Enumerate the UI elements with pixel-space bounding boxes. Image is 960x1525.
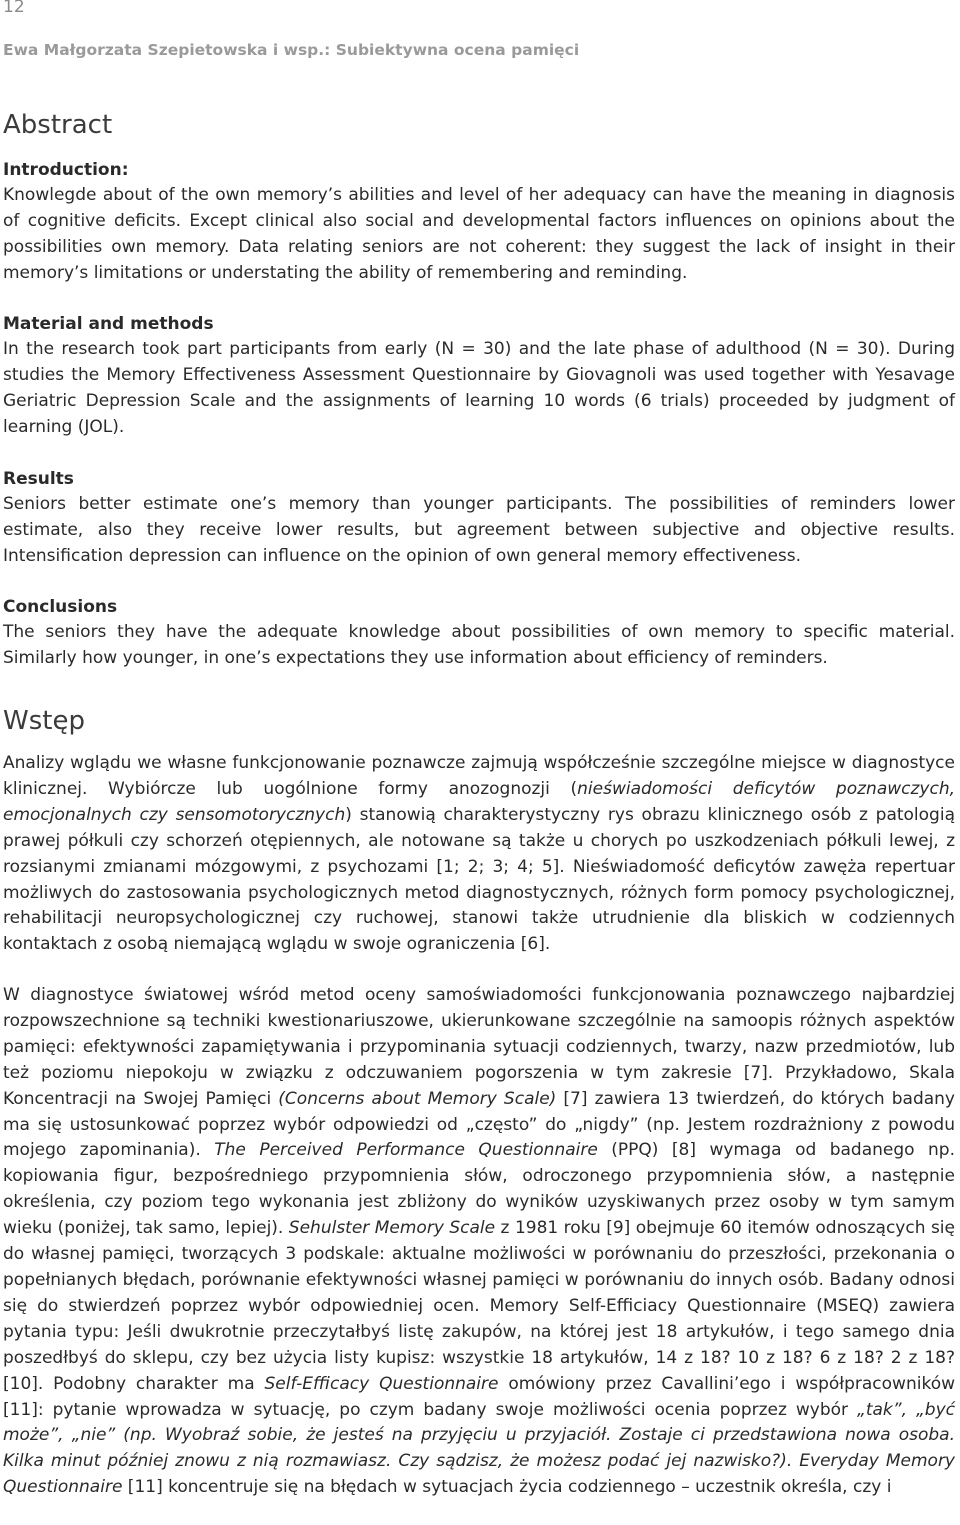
p2-text-b: [7] zawiera 13 twierdzeń, do których badany ma się ustosunkować poprzez wybór odpowiedzi od „często” do „nigdy” (np. Jestem rozdrażniony z powodu mojego zapominania). — [3, 1088, 955, 1161]
running-head: Ewa Małgorzata Szepietowska i wsp.: Subiektywna ocena pamięci — [3, 41, 580, 59]
methods-text: In the research took part participants from early (N = 30) and the late phase of adulthood (N = 30). During studies the Memory Effectiveness Assessment Questionnaire by Giovagnoli was used together with Yesavage Geriatric Depression Scale and the assignments of learning 10 words (6 trials) proceeded by judgment of learning (JOL). — [3, 339, 955, 437]
abstract-title: Abstract — [3, 110, 113, 140]
p2-text-d: z 1981 roku [9] obejmuje 60 itemów odnoszących się do własnej pamięci, tworzących 3 podskale: aktualne możliwości w porównaniu do przeszłości, przekonania o popełnianych błędach, porównanie efektywności własnej pamięci w porównaniu do innych osób. Badany odnosi się do stwierdzeń poprzez wybór odpowiedniej ocen. Memory Self-Efficiacy Questionnaire (MSEQ) zawiera pytania typu: Jeśli dwukrotnie przeczytałbyś listę zakupów, na której jest 18 artykułów, i tego samego dnia poszedłbyś do sklepu, czy bez użycia listy kupisz: wszystkie 18 artykułów, 14 z 18? 10 z 18? 6 z 18? 2 z 18? [10]. Podobny charakter ma — [3, 1218, 955, 1394]
conclusions-text: The seniors they have the adequate knowledge about possibilities of own memory to specific material. Similarly how younger, in one’s expectations they use information about efficiency of reminders. — [3, 622, 955, 668]
p2-text-c: (PPQ) [8] wymaga od badanego np. kopiowania figur, bezpośredniego przypomnienia słów, odroczonego przypomnienia słów, a następnie określenia, czy poziom tego wykonania jest zbliżony do wyników uzyskiwanych przez osoby w tym samym wieku (poniżej, tak samo, lepiej). — [3, 1140, 956, 1239]
p2-italic-3: Sehulster Memory Scale — [288, 1218, 496, 1239]
results-text: Seniors better estimate one’s memory than younger participants. The possibilities of reminders lower estimate, also they receive lower results, but agreement between subjective and objective results. Intensification depression can influence on the opinion of own general memory effectiveness. — [3, 494, 955, 566]
intro-paragraph-1 — [3, 751, 955, 958]
p2-italic-6: Everyday Memory Questionnaire — [3, 1451, 955, 1498]
introduction-heading: Introduction: — [3, 160, 129, 180]
intro-title: Wstęp — [3, 706, 85, 736]
p2-text-e: omówiony przez Cavallini’ego i współpracowników [11]: pytanie wprowadza w sytuację, po czym badany swoje możliwości ocenia poprzez wybór — [3, 1373, 956, 1420]
conclusions-heading: Conclusions — [3, 597, 118, 617]
p2-text-a: W diagnostyce światowej wśród metod oceny samoświadomości funkcjonowania poznawczego najbardziej rozpowszechnione są techniki kwestionariuszowe, ukierunkowane szczególnie na samoopis różnych aspektów pamięci: efektywności zapamiętywania i przypominania sytuacji codziennych, twarzy, nazw przedmiotów, lub też poziomu niepokoju w związku z odczuwaniem pogorszenia w tym zakresie [7]. Przykładowo, Skala Koncentracji na Swojej Pamięci — [3, 985, 955, 1109]
results-heading: Results — [3, 469, 74, 489]
p2-italic-1: (Concerns about Memory Scale) — [278, 1088, 557, 1109]
page-number: 12 — [3, 0, 25, 17]
p1-italic: nieświadomości deficytów poznawczych, emocjonalnych czy sensomotorycznych — [3, 778, 955, 825]
intro-paragraph-2 — [3, 983, 955, 1501]
p1-text-a: Analizy wglądu we własne funkcjonowanie poznawcze zajmują współcześnie szczególne miejsce w diagnostyce klinicznej. Wybiórcze lub uogólnione formy anozognozji ( — [3, 753, 955, 799]
p2-italic-4: Self-Efficacy Questionnaire — [264, 1373, 499, 1394]
p2-italic-5: „tak”, „być może”, „nie” (np. Wyobraź sobie, że jesteś na przyjęciu u przyjaciół. Zostaje ci przedstawiona nowa osoba. Kilka minut później znowu z nią rozmawiasz. Czy sądzisz, że możesz podać jej nazwisko?). — [3, 1399, 955, 1472]
introduction-text: Knowlegde about of the own memory’s abilities and level of her adequacy can have the meaning in diagnosis of cognitive deficits. Except clinical also social and developmental factors influences on opinions about the possibilities own memory. Data relating seniors are not coherent: they suggest the lack of insight in their memory’s limitations or understating the ability of remembering and reminding. — [3, 185, 955, 283]
p1-text-b: ) stanowią charakterystyczny rys obrazu klinicznego osób z patologią prawej półkuli czy schorzeń otępiennych, ale notowane są także u chorych po uszkodzeniach półkuli lewej, z rozsianymi zmianami mózgowymi, z psychozami [1; 2; 3; 4; 5]. Nieświadomość deficytów zawęża repertuar możliwych do zastosowania psychologicznych metod diagnostycznych, różnych form pomocy psychologicznej, rehabilitacji neuropsychologicznej czy ruchowej, stanowi także utrudnienie dla bliskich w codziennych kontaktach z osobą niemającą wglądu w swoje ograniczenia [6]. — [3, 804, 955, 955]
p2-text-g: [11] koncentruje się na błędach w sytuacjach życia codziennego – uczestnik określa, czy i — [122, 1477, 892, 1498]
p2-italic-2: The Perceived Performance Questionnaire — [214, 1140, 598, 1161]
methods-heading: Material and methods — [3, 314, 214, 334]
